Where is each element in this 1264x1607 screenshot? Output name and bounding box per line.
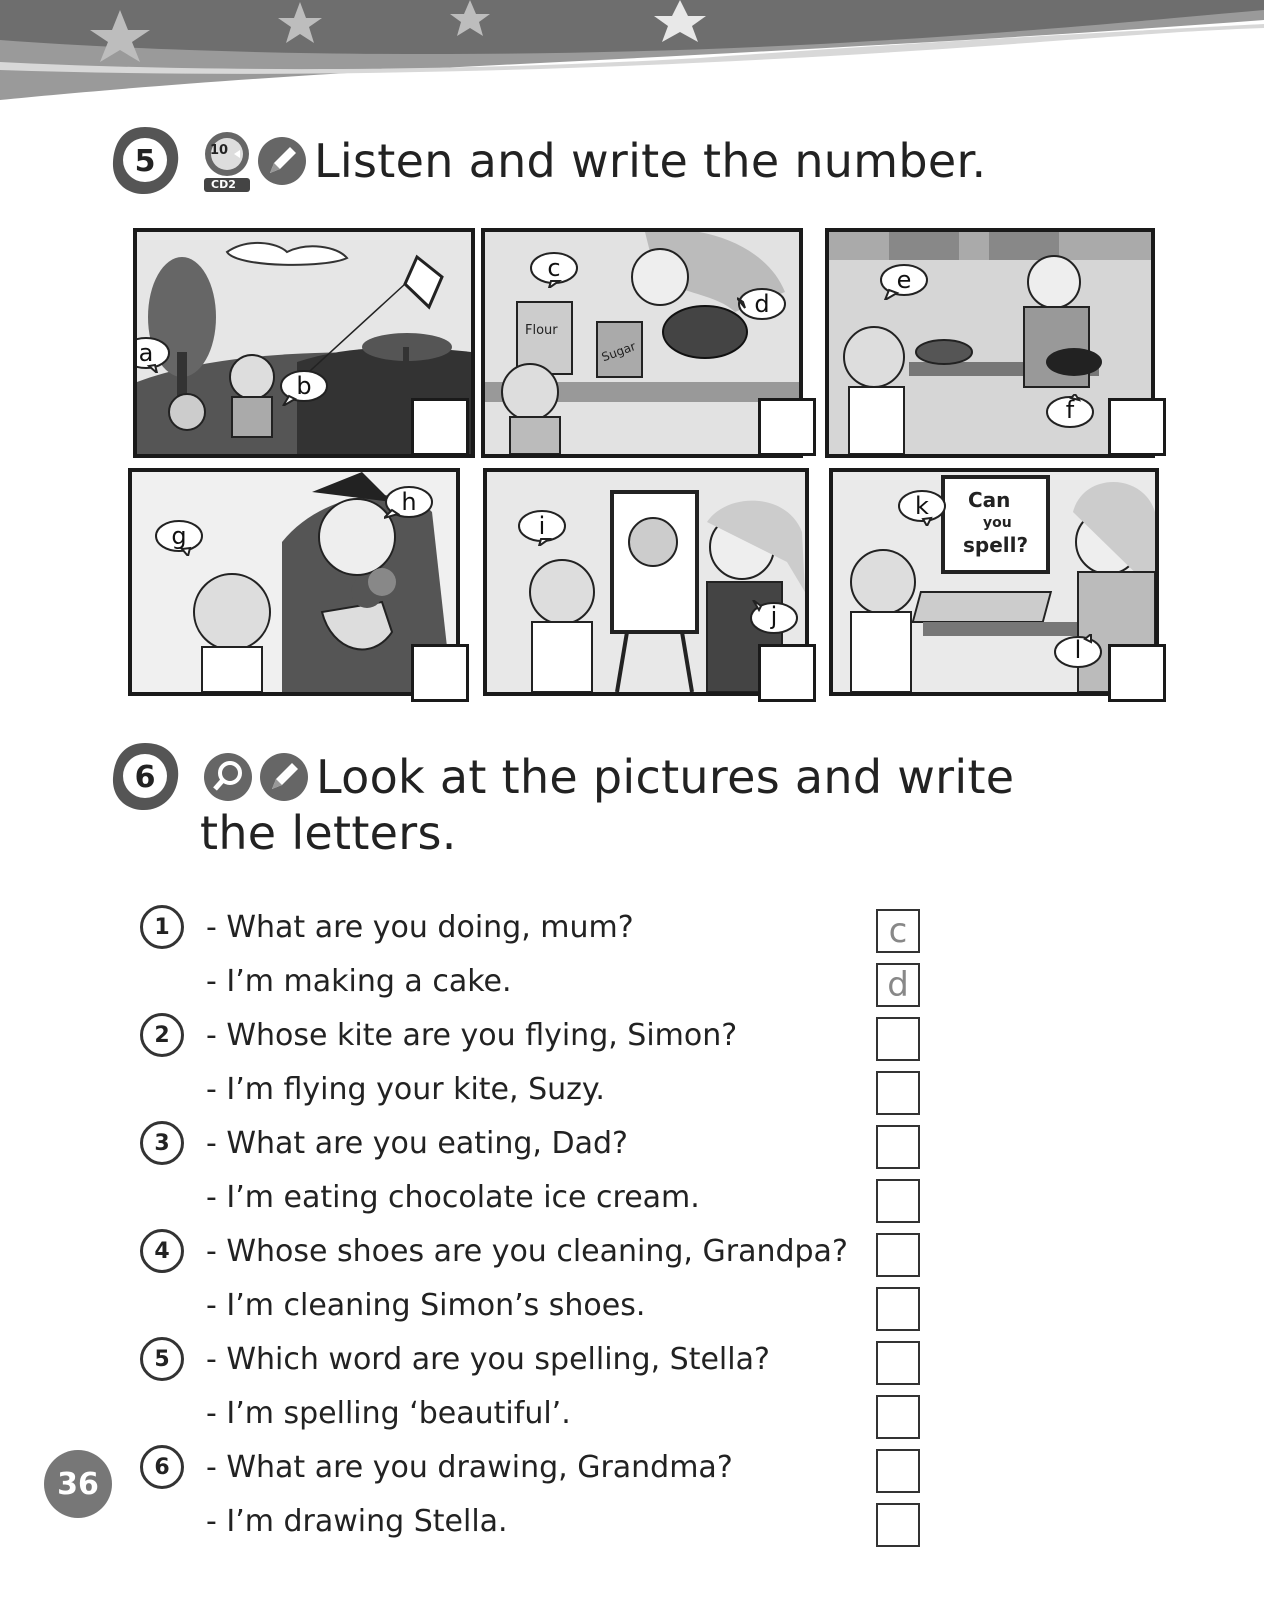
letter-box[interactable] [876, 1503, 920, 1547]
exercise-6-number-badge: 6 [108, 740, 182, 814]
question-number: 1 [140, 905, 184, 949]
speech-bubble-c: c [529, 252, 579, 288]
answer-text: - I’m flying your kite, Suzy. [206, 1071, 605, 1107]
letter-box[interactable] [876, 1071, 920, 1115]
letter-box[interactable]: c [876, 909, 920, 953]
speech-bubble-h: h [384, 486, 434, 522]
answer-box-panel-2[interactable] [758, 398, 816, 456]
question-number: 5 [140, 1337, 184, 1381]
answer-box-panel-1[interactable] [411, 398, 469, 456]
speech-bubble-f: f [1045, 394, 1095, 430]
speech-bubble-d: d [737, 288, 787, 324]
letter-box[interactable] [876, 1125, 920, 1169]
letter-box[interactable] [876, 1287, 920, 1331]
speech-bubble-l: l [1053, 634, 1103, 670]
answer-text: - I’m drawing Stella. [206, 1503, 508, 1539]
speech-bubble-j: j [749, 600, 799, 636]
question-text: - What are you doing, mum? [206, 909, 634, 945]
pencil-icon [256, 135, 308, 187]
letter-box[interactable] [876, 1179, 920, 1223]
answer-box-panel-3[interactable] [1108, 398, 1166, 456]
audio-track-icon: 10 CD2 [202, 130, 252, 192]
speech-bubble-k: k [897, 490, 947, 526]
question-text: - What are you eating, Dad? [206, 1125, 628, 1161]
question-text: - Whose kite are you flying, Simon? [206, 1017, 738, 1053]
exercise-5-header [108, 124, 986, 198]
speech-bubble-a: a [133, 337, 171, 373]
answer-text: - I’m spelling ‘beautiful’. [206, 1395, 571, 1431]
exercise-6-header [108, 740, 1014, 814]
speech-bubble-b: b [279, 370, 329, 406]
exercise-6-title-line-2: the letters. [200, 806, 457, 860]
screen-text-can: Can [968, 488, 1011, 512]
answer-box-panel-5[interactable] [758, 644, 816, 702]
svg-text:Flour: Flour [525, 323, 558, 338]
answer-text: - I’m cleaning Simon’s shoes. [206, 1287, 646, 1323]
letter-box[interactable] [876, 1395, 920, 1439]
screen-text-you: you [983, 515, 1012, 531]
pencil-icon [258, 751, 310, 803]
screen-text-spell: spell? [963, 533, 1029, 557]
speech-bubble-i: i [517, 510, 567, 546]
header-star-band [0, 0, 1264, 110]
shoes-scene-illustration [829, 232, 1151, 454]
magnifier-icon [202, 751, 254, 803]
question-text: - Which word are you spelling, Stella? [206, 1341, 770, 1377]
question-text: - What are you drawing, Grandma? [206, 1449, 733, 1485]
page-number: 36 [44, 1450, 112, 1518]
speech-bubble-e: e [879, 264, 929, 300]
question-text: - Whose shoes are you cleaning, Grandpa? [206, 1233, 848, 1269]
exercise-5-number-badge: 5 [108, 124, 182, 198]
letter-box[interactable] [876, 1017, 920, 1061]
letter-box[interactable] [876, 1449, 920, 1493]
question-number: 3 [140, 1121, 184, 1165]
question-number: 4 [140, 1229, 184, 1273]
answer-text: - I’m eating chocolate ice cream. [206, 1179, 700, 1215]
letter-box[interactable] [876, 1233, 920, 1277]
spelling-scene-illustration [833, 472, 1155, 692]
exercise-5-title: Listen and write the number. [314, 134, 987, 188]
answer-box-panel-4[interactable] [411, 644, 469, 702]
question-number: 2 [140, 1013, 184, 1057]
speech-bubble-g: g [154, 520, 204, 556]
picture-panel-shoes [825, 228, 1155, 458]
letter-box[interactable] [876, 1341, 920, 1385]
picture-panel-cake [481, 228, 803, 458]
svg-text:Sugar: Sugar [599, 339, 638, 365]
question-number: 6 [140, 1445, 184, 1489]
exercise-6-title-line-1: Look at the pictures and write [316, 750, 1015, 804]
answer-text: - I’m making a cake. [206, 963, 512, 999]
answer-box-panel-6[interactable] [1108, 644, 1166, 702]
letter-box[interactable]: d [876, 963, 920, 1007]
